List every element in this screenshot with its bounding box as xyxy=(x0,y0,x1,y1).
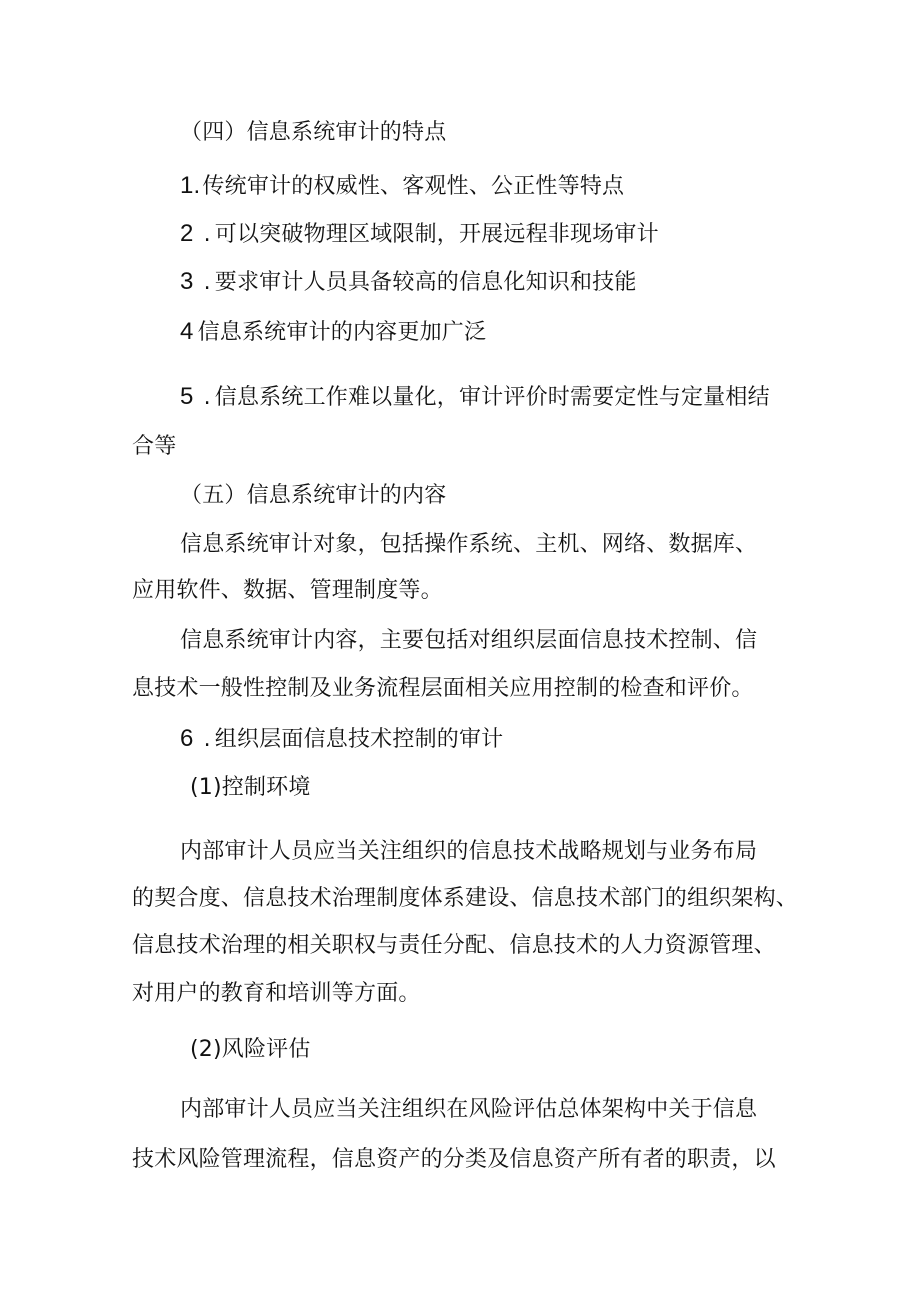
paragraph-1-line1: 信息系统审计对象，包括操作系统、主机、网络、数据库、 xyxy=(180,532,758,557)
list-item-4 xyxy=(180,317,486,348)
list-item-1-text: 传统审计的权威性、客观性、公正性等特点 xyxy=(202,174,625,199)
subsection-2-line2: 技术风险管理流程，信息资产的分类及信息资产所有者的职责，以 xyxy=(132,1147,776,1172)
list-item-2-number: 2 xyxy=(180,220,194,247)
list-item-3-dot: . xyxy=(203,270,211,295)
list-item-5 xyxy=(180,382,770,413)
subsection-1-line1: 内部审计人员应当关注组织的信息技术战略规划与业务布局 xyxy=(180,839,758,864)
subsection-2-line1: 内部审计人员应当关注组织在风险评估总体架构中关于信息 xyxy=(180,1097,758,1122)
list-item-3-text: 要求审计人员具备较高的信息化知识和技能 xyxy=(214,270,637,295)
subsection-1-heading: (1)控制环境 xyxy=(190,775,311,800)
paragraph-1-line2: 应用软件、数据、管理制度等。 xyxy=(132,578,443,603)
list-item-6-number: 6 xyxy=(180,725,194,752)
list-item-4-text: 信息系统审计的内容更加广泛 xyxy=(197,320,487,345)
list-item-3-number: 3 xyxy=(180,268,194,295)
section-5-heading: （五）信息系统审计的内容 xyxy=(180,483,447,508)
list-item-5-dot: . xyxy=(203,385,211,410)
subsection-2-heading: (2)风险评估 xyxy=(190,1037,311,1062)
list-item-5-text-line1: 信息系统工作难以量化，审计评价时需要定性与定量相结 xyxy=(214,385,770,410)
paragraph-2-line1: 信息系统审计内容，主要包括对组织层面信息技术控制、信 xyxy=(180,628,758,653)
list-item-1 xyxy=(180,171,624,202)
section-4-heading: （四）信息系统审计的特点 xyxy=(180,120,447,145)
list-item-6-text: 组织层面信息技术控制的审计 xyxy=(214,727,504,752)
subsection-1-line4: 对用户的教育和培训等方面。 xyxy=(132,981,421,1006)
list-item-5-number: 5 xyxy=(180,383,194,410)
subsection-1-line3: 信息技术治理的相关职权与责任分配、信息技术的人力资源管理、 xyxy=(132,933,776,958)
list-item-2-dot: . xyxy=(203,222,211,247)
list-item-2 xyxy=(180,219,659,250)
list-item-6 xyxy=(180,724,503,755)
list-item-6-dot: . xyxy=(203,727,211,752)
list-item-1-number: 1. xyxy=(180,172,201,199)
list-item-2-text: 可以突破物理区域限制，开展远程非现场审计 xyxy=(214,222,659,247)
paragraph-2-line2: 息技术一般性控制及业务流程层面相关应用控制的检查和评价。 xyxy=(132,676,754,701)
list-item-5-text-line2: 合等 xyxy=(132,434,177,459)
list-item-3 xyxy=(180,267,637,298)
subsection-1-line2: 的契合度、信息技术治理制度体系建设、信息技术部门的组织架构、 xyxy=(132,886,799,911)
list-item-4-number: 4 xyxy=(180,318,194,345)
